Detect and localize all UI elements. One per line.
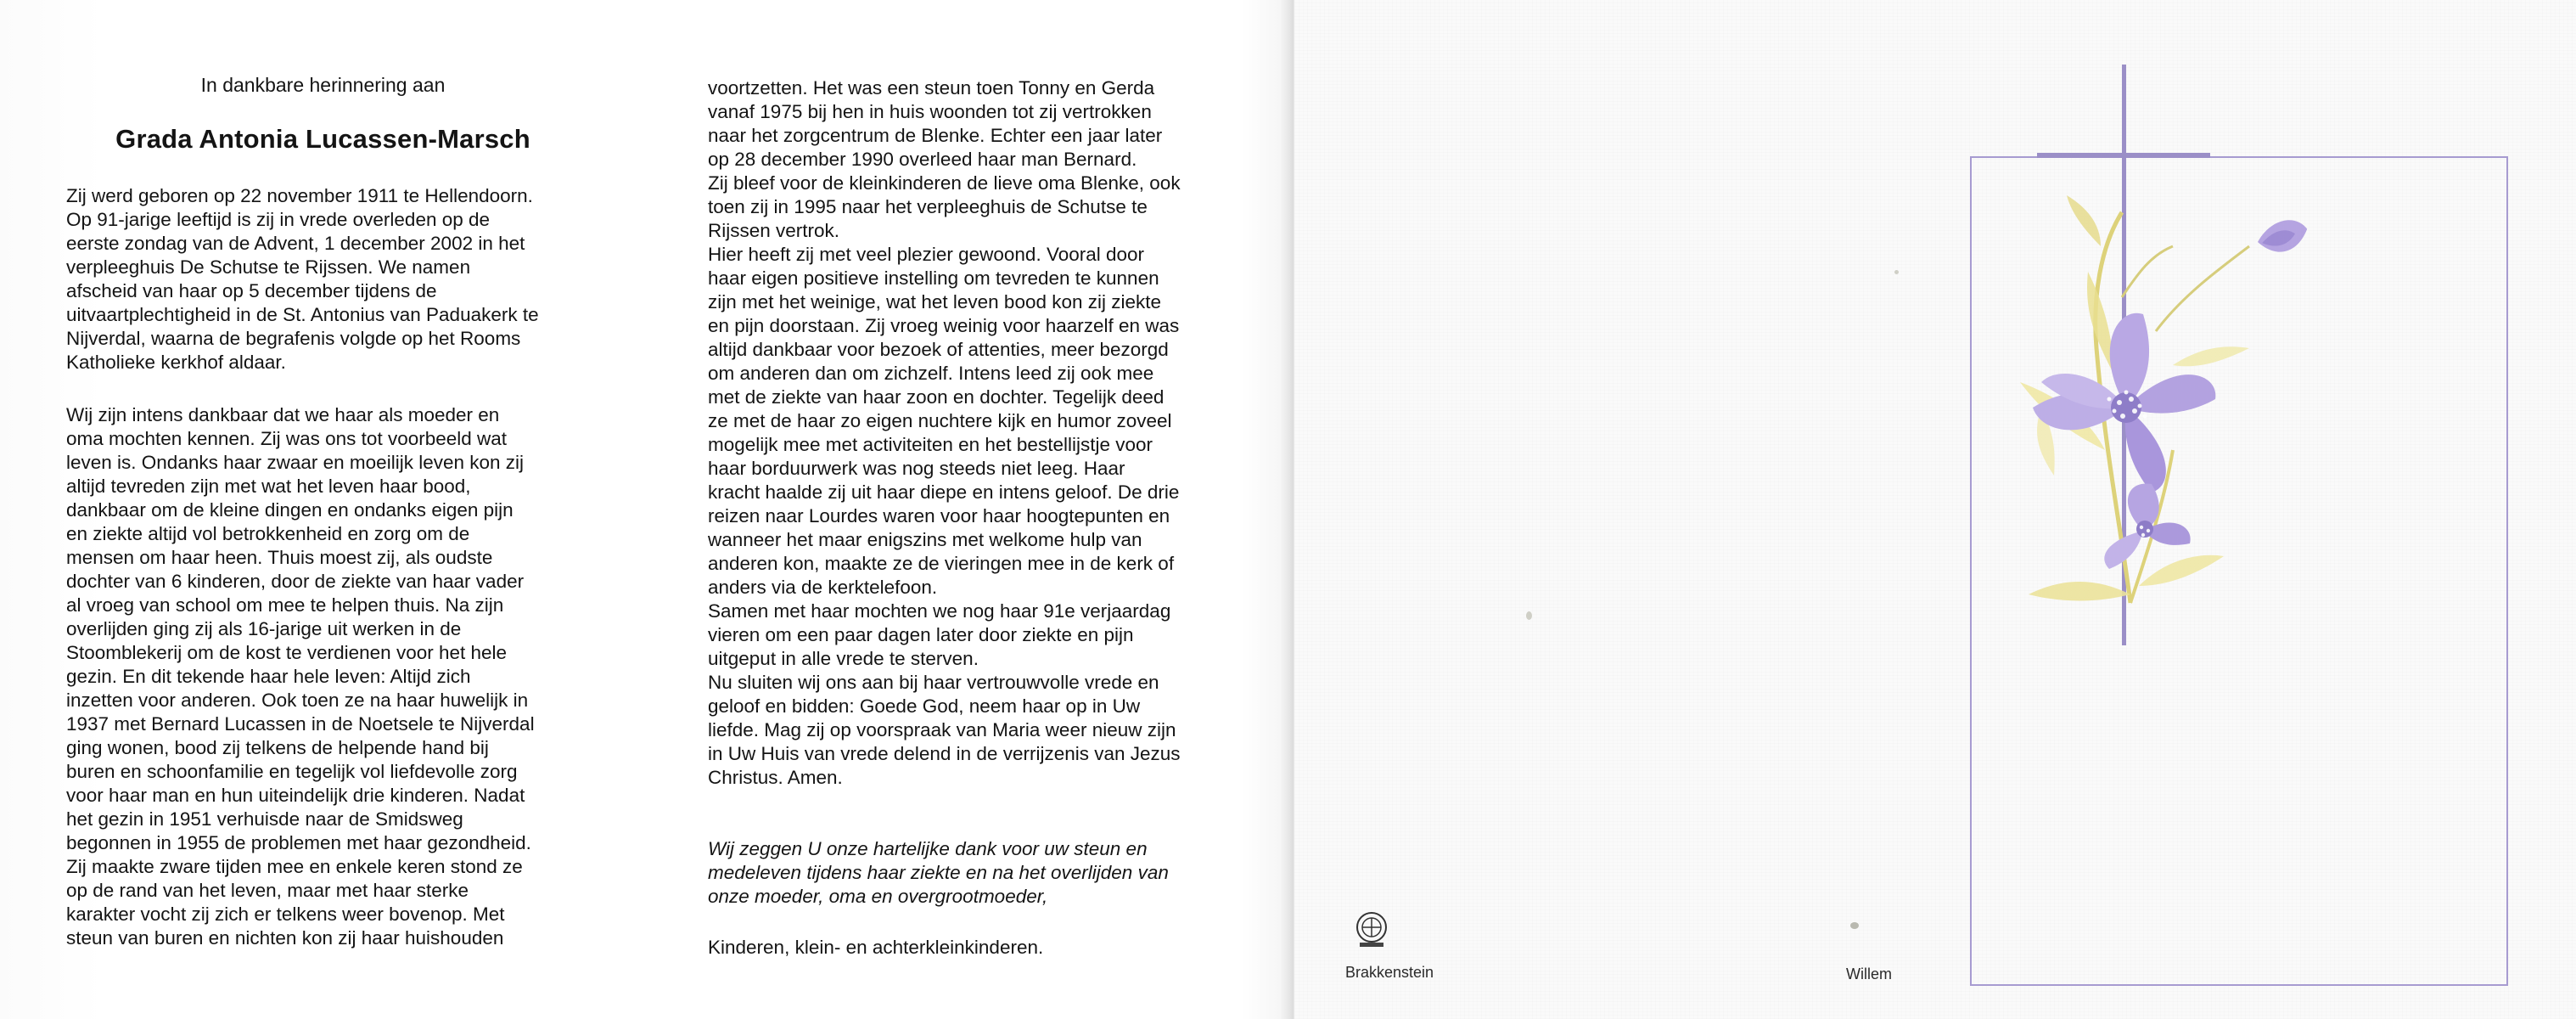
biography-paragraph: Zij werd geboren op 22 november 1911 te Hellendoorn. Op 91-jarige leeftijd is zij in vrede overleden op de eerste zondag van de Advent, 1 december 2002 in het verpleeghuis De Schutse te Rijssen. We namen afscheid van haar op 5 december tijdens de uitvaartplechtigheid in de St. Antonius van Paduakerk te Nijverdal, waarna de begrafenis volgde op het Rooms Katholieke kerkhof aldaar. — [66, 185, 539, 373]
cross-horizontal-beam — [2037, 153, 2210, 158]
thanks-text: Wij zeggen U onze hartelijke dank voor uw steun en medeleven tijdens haar ziekte en na het overlijden van onze moeder, oma en overgrootmoeder, — [708, 838, 1169, 907]
deceased-name: Grada Antonia Lucassen-Marsch — [115, 124, 530, 154]
card-fold — [1280, 0, 1294, 1019]
paper-speck — [1894, 270, 1899, 274]
biography-paragraph: Wij zijn intens dankbaar dat we haar als moeder en oma mochten kennen. Zij was ons tot voorbeeld wat leven is. Ondanks haar zwaar en moeilijk leven kon zij altijd tevreden zijn met wat het leven haar bood, dankbaar om de kleine dingen en ondanks eigen pijn en ziekte altijd vol betrokkenheid en zorg om de mensen om haar heen. Thuis moest zij, als oudste dochter van 6 kinderen, door de ziekte van haar vader al vroeg van school om mee te helpen thuis. Na zijn overlijden ging zij als 16-jarige uit werken in de Stoomblekerij om de kost te verdienen voor het hele gezin. En dit tekende haar hele leven: Altijd zich inzetten voor anderen. Ook toen ze na haar huwelijk in 1937 met Bernard Lucassen in de Noetsele te Nijverdal ging wonen, bood zij telkens de helpende hand bij buren en schoonfamilie en tegelijk vol liefdevolle zorg voor haar man en hun uiteindelijk drie kinderen. Nadat het gezin in 1951 verhuisde naar de Smidsweg begonnen in 1955 de problemen met haar gezondheid. Zij maakte zware tijden mee en enkele keren stond ze op de rand van het leven, maar met haar sterke karakter vocht zij zich er telkens weer bovenop. Met steun van buren en nichten kon zij haar huishouden — [66, 404, 535, 949]
publisher-name: Brakkenstein — [1345, 964, 1434, 981]
artist-name: Willem — [1846, 966, 1892, 982]
signature-text: Kinderen, klein- en achterkleinkinderen. — [708, 937, 1044, 958]
paper-speck — [1526, 611, 1532, 620]
biography-paragraph: voortzetten. Het was een steun toen Tonny en Gerda vanaf 1975 bij hen in huis woonden tot zij vertrokken naar het zorgcentrum de Blenke. Echter een jaar later op 28 december 1990 overleed haar man Bernard. Zij bleef voor de kleinkinderen de lieve oma Blenke, ook toen zij in 1995 naar het verpleeghuis de Schutse te Rijssen vertrok. Hier heeft zij met veel plezier gewoond. Vooral door haar eigen positieve instelling om tevreden te kunnen zijn met het weinige, wat het leven bood kon zij ziekte en pijn doorstaan. Zij vroeg weinig voor haarzelf en was altijd dankbaar voor bezoek of attenties, meer bezorgd om anderen dan om zichzelf. Intens leed zij ook mee met de ziekte van haar zoon en dochter. Tegelijk deed ze met de haar zo eigen nuchtere kijk en humor zoveel mogelijk mee met activiteiten en het bestellijstje voor haar borduurwerk was nog steeds niet leeg. Haar kracht haalde zij uit haar diepe en intens geloof. De drie reizen naar Lourdes waren voor haar hoogtepunten en wanneer het maar enigszins met welkome hulp van anderen kon, maakte ze de vieringen mee in de kerk of anders via de kerktelefoon. Samen met haar mochten we nog haar 91e verjaardag vieren om een paar dagen later door ziekte en pijn uitgeput in alle vrede te sterven. Nu sluiten wij ons aan bij haar vertrouwvolle vrede en geloof en bidden: Goede God, neem haar op in Uw liefde. Mag zij op voorspraak van Maria weer nieuw zijn in Uw Huis van vrede delend in de verrijzenis van Jezus Christus. Amen. — [708, 77, 1181, 788]
paper-speck — [1850, 922, 1859, 929]
publisher-seal-icon — [1353, 910, 1390, 948]
cross-with-lilies-icon — [2003, 195, 2343, 645]
intro-line: In dankbare herinnering aan — [200, 74, 446, 96]
